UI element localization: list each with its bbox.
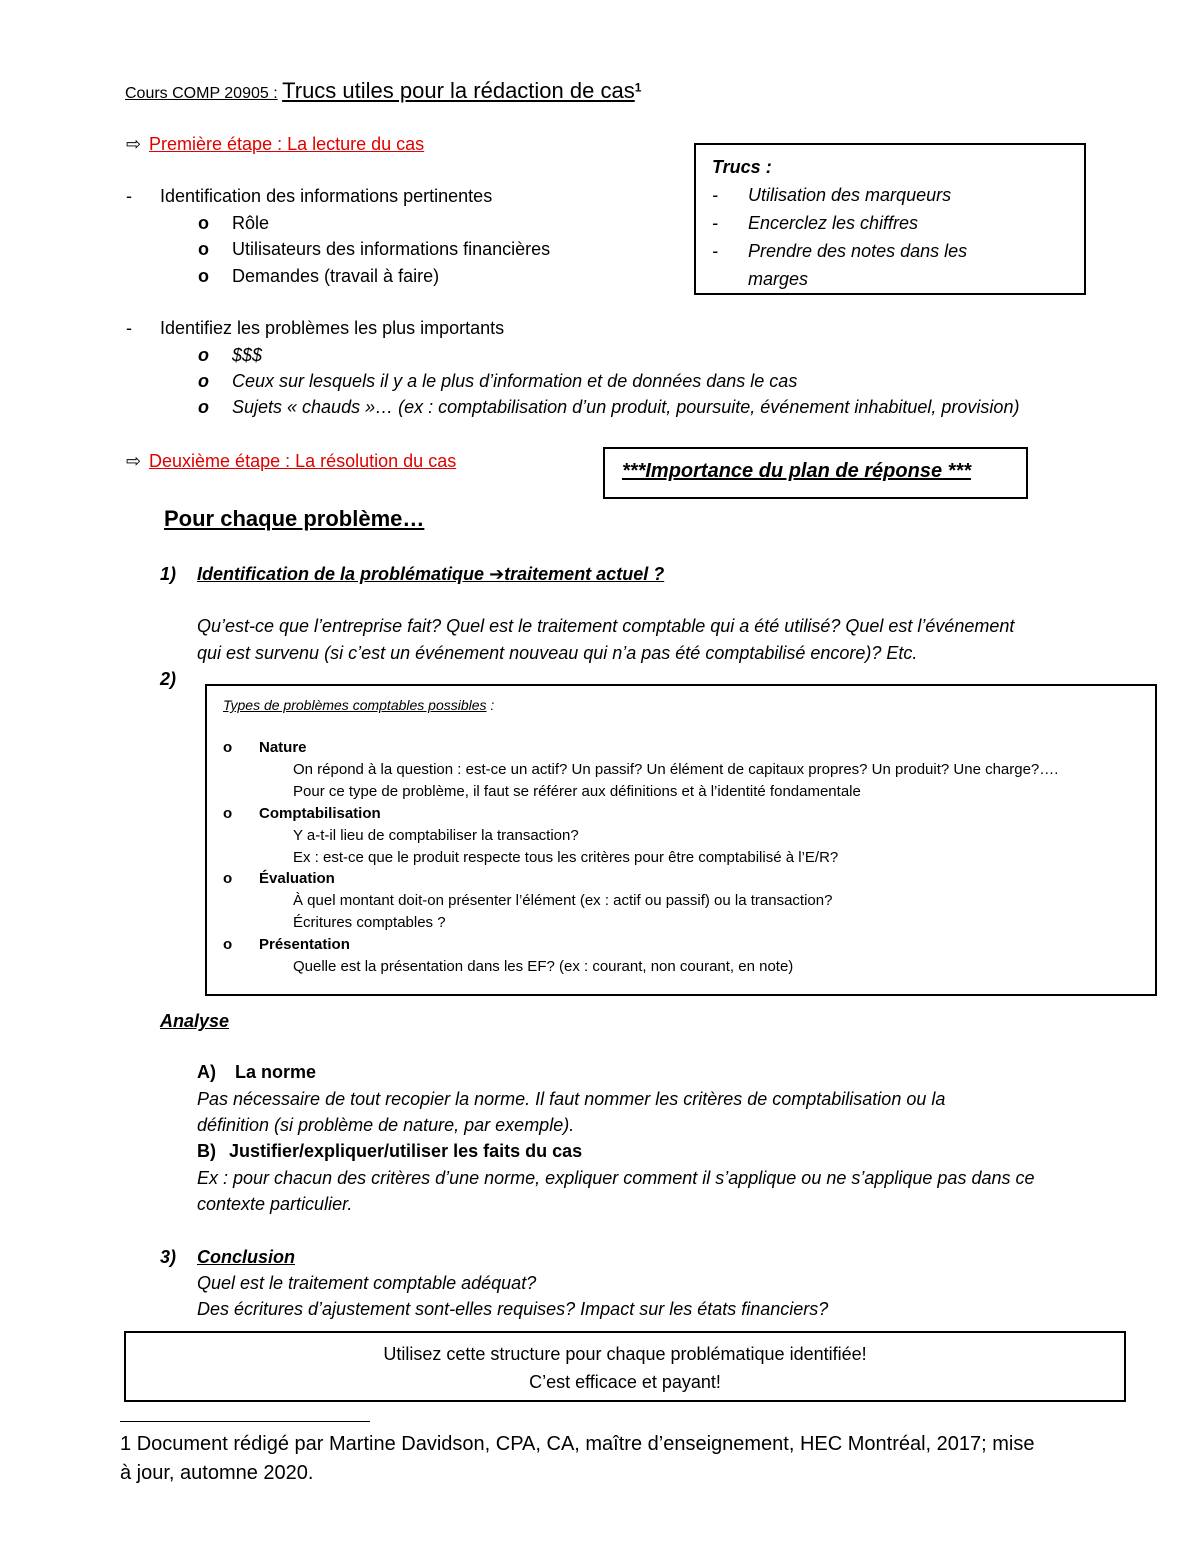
title-footnote-mark: 1: [634, 80, 642, 95]
per-problem-heading: Pour chaque problème…: [164, 506, 425, 531]
type-nature: o Nature: [223, 739, 307, 756]
analyse-a-line1: Pas nécessaire de tout recopier la norme. Il faut nommer les critères de comptabilisation ou la: [197, 1089, 946, 1109]
item1-line2: qui est survenu (si c’est un événement nouveau qui n’a pas été comptabilisé encore)? Etc.: [197, 643, 918, 663]
step1-bullet2: - Identifiez les problèmes les plus importants: [126, 318, 505, 338]
item3-line2: Des écritures d’ajustement sont-elles requises? Impact sur les états financiers?: [197, 1299, 829, 1319]
summary-line1: Utilisez cette structure pour chaque problématique identifiée!: [383, 1344, 867, 1364]
type-evaluation-line2: Écritures comptables ?: [293, 914, 446, 931]
analyse-b-line2: contexte particulier.: [197, 1194, 353, 1214]
item1-line1: Qu’est-ce que l’entreprise fait? Quel est le traitement comptable qui a été utilisé? Quel est l’événement: [197, 616, 1015, 636]
type-nature-line1: On répond à la question : est-ce un actif? Un passif? Un élément de capitaux propres? Un produit? Une charge?….: [293, 761, 1059, 778]
analyse-b-line1: Ex : pour chacun des critères d’une norme, expliquer comment il s’applique ou ne s’applique pas dans ce: [197, 1168, 1035, 1188]
step1-sub2-0: o $$$: [198, 345, 263, 365]
type-nature-line2: Pour ce type de problème, il faut se référer aux définitions et à l’identité fondamentale: [293, 783, 861, 800]
step1-sub1-2: o Demandes (travail à faire): [198, 266, 440, 286]
item3-line1: Quel est le traitement comptable adéquat?: [197, 1273, 537, 1293]
type-evaluation: o Évaluation: [223, 870, 335, 887]
tips-item-0: - Utilisation des marqueurs: [712, 185, 952, 205]
type-comptabilisation-line1: Y a-t-il lieu de comptabiliser la transaction?: [293, 827, 579, 844]
tips-item-2: - Prendre des notes dans les: [712, 241, 968, 261]
step1-sub2-1: o Ceux sur lesquels il y a le plus d’information et de données dans le cas: [198, 371, 798, 391]
analyse-a-heading: A) La norme: [197, 1062, 317, 1082]
item3-num: 3): [160, 1247, 177, 1267]
type-presentation: o Présentation: [223, 936, 350, 953]
plan-note: ***Importance du plan de réponse ***: [622, 460, 971, 482]
item1-num: 1): [160, 564, 177, 584]
course-code: Cours COMP 20905 :: [125, 85, 278, 102]
arrow-right-icon: ⇨: [126, 451, 142, 471]
tips-item-3: marges: [748, 269, 809, 289]
step1-sub1-0: o Rôle: [198, 213, 270, 233]
summary-box: [124, 1331, 1126, 1402]
step1-sub1-1: o Utilisateurs des informations financières: [198, 239, 551, 259]
item1-heading: Identification de la problématique ➔traitement actuel ?: [197, 564, 665, 584]
step1-bullet1: - Identification des informations pertinentes: [126, 186, 493, 206]
problem-types-box: [205, 684, 1157, 996]
item2-num: 2): [160, 669, 177, 689]
type-comptabilisation: o Comptabilisation: [223, 805, 381, 822]
bold-arrow-icon: ➔: [489, 564, 505, 584]
footnote-line2: à jour, automne 2020.: [120, 1462, 314, 1484]
plan-note-box: [603, 447, 1028, 499]
tips-item-1: - Encerclez les chiffres: [712, 213, 919, 233]
problem-types-title: Types de problèmes comptables possibles :: [223, 697, 495, 713]
title-main: Trucs utiles pour la rédaction de cas: [282, 78, 635, 103]
arrow-right-icon: ⇨: [126, 134, 142, 154]
tips-box: [694, 143, 1086, 295]
step2-heading: ⇨ Deuxième étape : La résolution du cas: [126, 451, 457, 471]
step1-sub2-2: o Sujets « chauds »… (ex : comptabilisation d’un produit, poursuite, événement inhabituel, provision): [198, 397, 1020, 417]
footnote-divider: [120, 1421, 370, 1422]
footnote-line1: Document rédigé par Martine Davidson, CPA, CA, maître d’enseignement, HEC Montréal, 2017; mise: [136, 1433, 1035, 1455]
summary-line2: C’est efficace et payant!: [529, 1372, 721, 1392]
item3-heading: Conclusion: [197, 1247, 295, 1267]
tips-title: Trucs :: [712, 157, 772, 177]
type-presentation-line1: Quelle est la présentation dans les EF? (ex : courant, non courant, en note): [293, 958, 794, 975]
type-comptabilisation-line2: Ex : est-ce que le produit respecte tous les critères pour être comptabilisé à l’E/R?: [293, 849, 839, 866]
analyse-heading: Analyse: [160, 1011, 230, 1031]
footnote: [120, 1433, 1035, 1456]
analyse-a-line2: définition (si problème de nature, par exemple).: [197, 1115, 575, 1135]
step1-heading: ⇨ Première étape : La lecture du cas: [126, 134, 425, 154]
type-evaluation-line1: À quel montant doit-on présenter l’élément (ex : actif ou passif) ou la transaction?: [293, 892, 833, 909]
page-title: [125, 78, 641, 104]
analyse-b-heading: B) Justifier/expliquer/utiliser les faits du cas: [197, 1141, 583, 1161]
footnote-mark: 1: [120, 1433, 132, 1455]
